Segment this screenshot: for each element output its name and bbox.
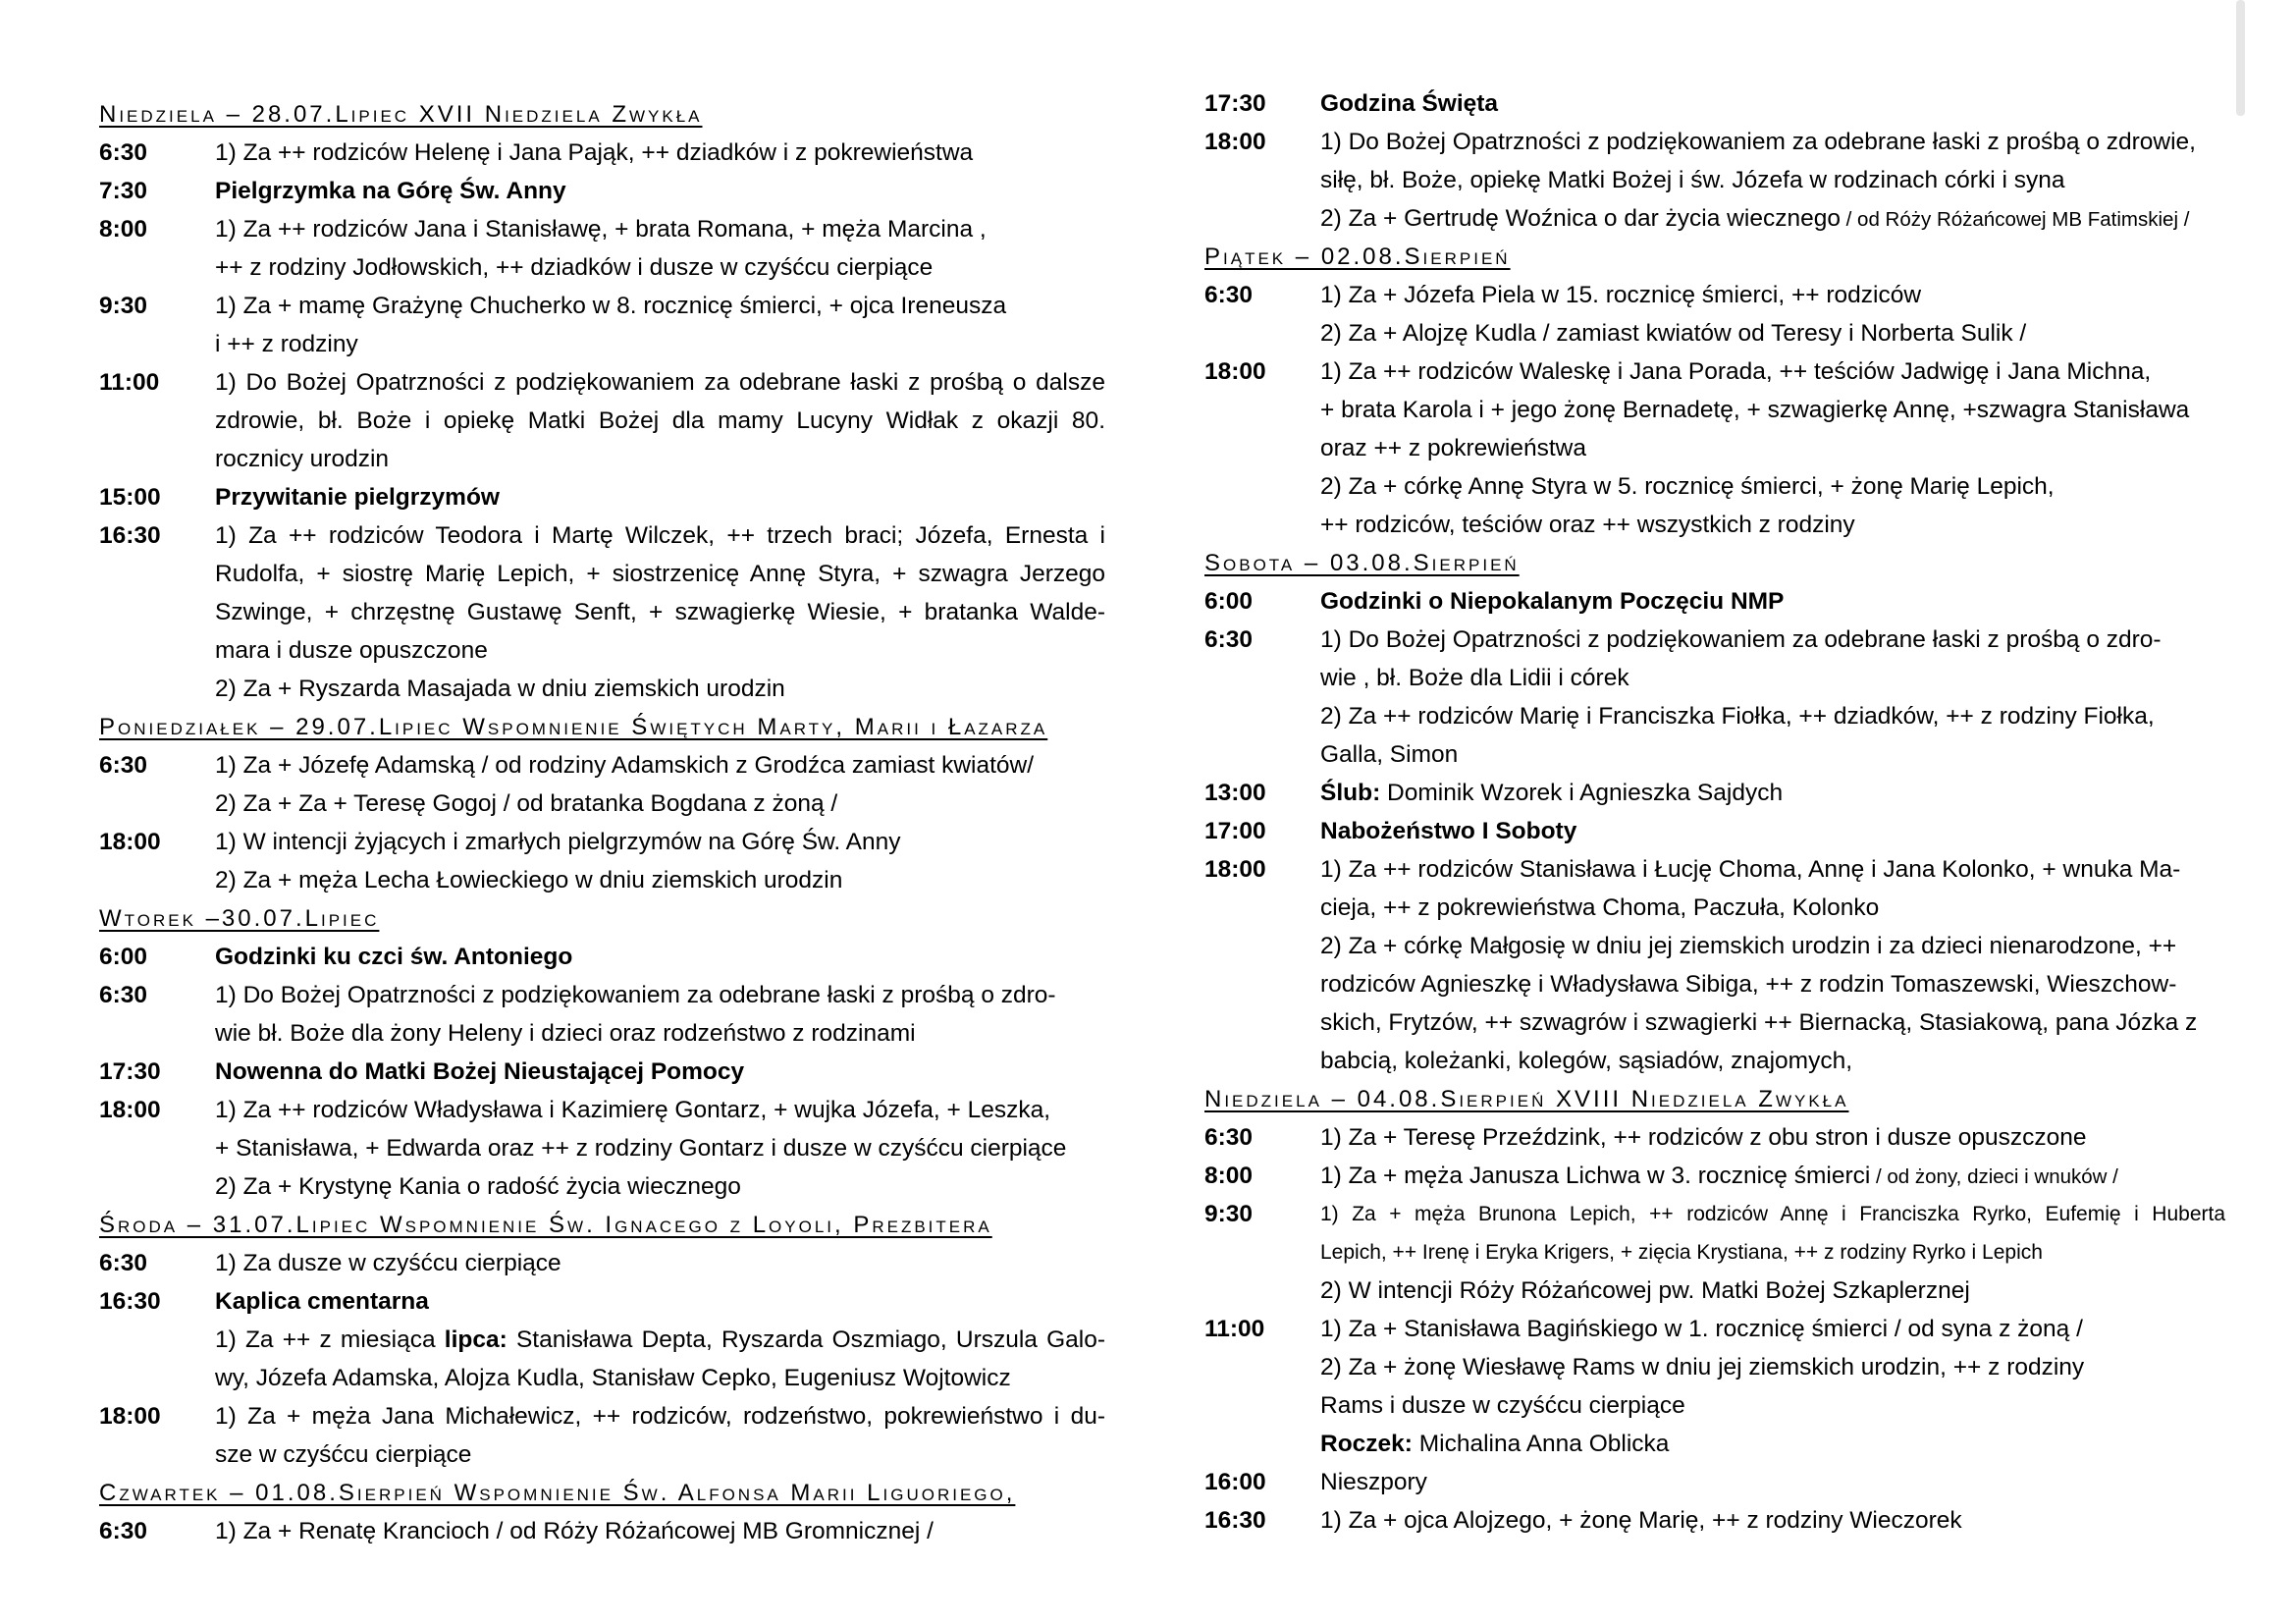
intention-text bbox=[1320, 735, 2225, 774]
mass-time: 7:30 bbox=[99, 178, 148, 204]
schedule-entry bbox=[99, 287, 1105, 325]
intention-text bbox=[1320, 1386, 2225, 1425]
intention-text bbox=[1320, 965, 2225, 1003]
intention-text bbox=[215, 516, 1105, 555]
mass-time: 8:00 bbox=[1204, 1163, 1254, 1189]
mass-time: 6:00 bbox=[99, 944, 148, 970]
intention-text bbox=[1320, 506, 2225, 544]
text-segment: 1) W intencji żyjących i zmarłych pielgrzymów na Górę Św. Anny bbox=[215, 829, 901, 855]
day-header: Niedziela – 04.08.Sierpień XVIII Niedziela Zwykła bbox=[1204, 1086, 1849, 1112]
intention-text bbox=[1320, 352, 2225, 391]
schedule-entry bbox=[99, 1053, 1105, 1091]
intention-text bbox=[1320, 697, 2225, 735]
intention-text bbox=[1320, 659, 2225, 697]
schedule-entry bbox=[1204, 621, 2225, 659]
mass-time: 6:00 bbox=[1204, 588, 1254, 615]
mass-time: 6:30 bbox=[99, 752, 148, 779]
day-header: Środa – 31.07.Lipiec Wspomnienie Św. Ignacego z Loyoli, Prezbitera bbox=[99, 1212, 992, 1238]
intention-text bbox=[1320, 1272, 2225, 1310]
text-segment: Nieszpory bbox=[1320, 1469, 1427, 1495]
schedule-continuation bbox=[99, 440, 1105, 478]
schedule-continuation bbox=[99, 555, 1105, 593]
schedule-continuation bbox=[1204, 965, 2225, 1003]
text-segment: 2) Za + Za + Teresę Gogoj / od bratanka Bogdana z żoną / bbox=[215, 790, 838, 817]
schedule-continuation bbox=[99, 1167, 1105, 1206]
intention-text bbox=[215, 440, 1105, 478]
schedule-entry bbox=[99, 1397, 1105, 1435]
intention-text bbox=[1320, 199, 2225, 239]
day-header: Niedziela – 28.07.Lipiec XVII Niedziela Zwykła bbox=[99, 101, 703, 128]
schedule-entry bbox=[99, 210, 1105, 248]
schedule-continuation bbox=[1204, 697, 2225, 735]
text-segment: Przywitanie pielgrzymów bbox=[215, 484, 500, 511]
day-header: Sobota – 03.08.Sierpień bbox=[1204, 550, 1520, 576]
mass-time: 6:30 bbox=[1204, 1124, 1254, 1151]
text-segment: 1) Za ++ rodziców Jana i Stanisławę, + brata Romana, + męża Marcina , bbox=[215, 216, 987, 243]
small-note: / od Róży Różańcowej MB Fatimskiej / bbox=[1840, 208, 2190, 231]
text-segment: skich, Frytzów, ++ szwagrów i szwagierki ++ Biernacką, Stasiakową, pana Józka z bbox=[1320, 1009, 2198, 1036]
mass-time: 17:30 bbox=[1204, 90, 1266, 117]
schedule-continuation bbox=[99, 670, 1105, 708]
mass-time: 6:30 bbox=[1204, 282, 1254, 308]
intention-text bbox=[1320, 161, 2225, 199]
schedule-entry bbox=[99, 938, 1105, 976]
mass-time: 6:30 bbox=[99, 1518, 148, 1544]
intention-text bbox=[215, 325, 1105, 363]
schedule-entry bbox=[1204, 276, 2225, 314]
schedule-entry bbox=[1204, 1157, 2225, 1195]
mass-time: 16:30 bbox=[99, 522, 161, 549]
mass-time: 18:00 bbox=[99, 1097, 161, 1123]
intention-text bbox=[1320, 84, 2225, 123]
text-segment: 1) Za + mamę Grażynę Chucherko w 8. rocznicę śmierci, + ojca Ireneusza bbox=[215, 293, 1007, 319]
intention-text bbox=[1320, 889, 2225, 927]
text-segment: sze w czyśćcu cierpiące bbox=[215, 1441, 472, 1468]
schedule-entry bbox=[1204, 812, 2225, 850]
schedule-continuation bbox=[1204, 199, 2225, 238]
schedule-continuation bbox=[99, 248, 1105, 287]
text-segment: Rudolfa, + siostrę Marię Lepich, + siostrzenicę Annę Styra, + szwagra Jerzego bbox=[215, 561, 1105, 587]
mass-time: 16:00 bbox=[1204, 1469, 1266, 1495]
mass-time: 18:00 bbox=[99, 829, 161, 855]
schedule-entry bbox=[1204, 850, 2225, 889]
text-segment: Pielgrzymka na Górę Św. Anny bbox=[215, 178, 566, 204]
text-segment: 2) Za + Alojzę Kudla / zamiast kwiatów od Teresy i Norberta Sulik / bbox=[1320, 320, 2027, 347]
text-segment: Szwinge, + chrzęstnę Gustawę Senft, + szwagierkę Wiesie, + bratanka Walde- bbox=[215, 599, 1105, 625]
text-segment: 1) Za + męża Jana Michałewicz, ++ rodziców, rodzeństwo, pokrewieństwo i du- bbox=[215, 1403, 1105, 1430]
intention-text bbox=[215, 1129, 1105, 1167]
intention-text bbox=[1320, 927, 2225, 965]
text-segment: Dominik Wzorek i Agnieszka Sajdych bbox=[1380, 780, 1784, 806]
text-segment: 1) Za ++ rodziców Władysława i Kazimierę Gontarz, + wujka Józefa, + Leszka, bbox=[215, 1097, 1051, 1123]
text-segment: 1) Za + Teresę Przeździnk, ++ rodziców z obu stron i dusze opuszczone bbox=[1320, 1124, 2087, 1151]
text-segment: cieja, ++ z pokrewieństwa Choma, Paczuła, Kolonko bbox=[1320, 894, 1880, 921]
text-segment: 1) Do Bożej Opatrzności z podziękowaniem za odebrane łaski z prośbą o zdrowie, bbox=[1320, 129, 2196, 155]
schedule-entry bbox=[1204, 582, 2225, 621]
schedule-entry bbox=[1204, 1310, 2225, 1348]
text-segment: ++ rodziców, teściów oraz ++ wszystkich z rodziny bbox=[1320, 512, 1855, 538]
intention-text bbox=[1320, 582, 2225, 621]
schedule-entry bbox=[1204, 774, 2225, 812]
schedule-entry bbox=[99, 746, 1105, 785]
text-segment: wy, Józefa Adamska, Alojza Kudla, Stanisław Cepko, Eugeniusz Wojtowicz bbox=[215, 1365, 1011, 1391]
intention-text bbox=[1320, 1501, 2225, 1540]
schedule-entry bbox=[1204, 1463, 2225, 1501]
small-note: / od żony, dzieci i wnuków / bbox=[1870, 1165, 2118, 1188]
mass-time: 11:00 bbox=[1204, 1316, 1265, 1342]
schedule-continuation bbox=[1204, 314, 2225, 352]
intention-text bbox=[215, 210, 1105, 248]
schedule-continuation bbox=[99, 402, 1105, 440]
intention-text bbox=[215, 1397, 1105, 1435]
text-segment: 1) Do Bożej Opatrzności z podziękowaniem za odebrane łaski z prośbą o zdro- bbox=[215, 982, 1056, 1008]
text-segment: 2) Za + córkę Małgosię w dniu jej ziemskich urodzin i za dzieci nienarodzone, ++ bbox=[1320, 933, 2177, 959]
text-segment: 2) Za + Ryszarda Masajada w dniu ziemskich urodzin bbox=[215, 676, 785, 702]
schedule-entry bbox=[99, 1244, 1105, 1282]
intention-text bbox=[215, 402, 1105, 440]
text-segment: 1) Za + męża Brunona Lepich, ++ rodziców Annę i Franciszka Ryrko, Eufemię i Huberta bbox=[1320, 1203, 2225, 1225]
mass-time: 17:30 bbox=[99, 1058, 161, 1085]
schedule-continuation bbox=[99, 593, 1105, 631]
intention-text bbox=[1320, 123, 2225, 161]
text-segment: 2) Za ++ rodziców Marię i Franciszka Fiołka, ++ dziadków, ++ z rodziny Fiołka, bbox=[1320, 703, 2155, 730]
text-segment: Nowenna do Matki Bożej Nieustającej Pomocy bbox=[215, 1058, 745, 1085]
schedule-continuation bbox=[1204, 467, 2225, 506]
bold-label: Ślub: bbox=[1320, 780, 1381, 806]
bold-label: lipca: bbox=[444, 1326, 507, 1353]
intention-text bbox=[1320, 1195, 2225, 1233]
text-segment: rocznicy urodzin bbox=[215, 446, 390, 472]
schedule-continuation bbox=[99, 1359, 1105, 1397]
text-segment: 1) Za ++ rodziców Teodora i Martę Wilczek, ++ trzech braci; Józefa, Ernesta i bbox=[215, 522, 1105, 549]
schedule-entry bbox=[1204, 1501, 2225, 1540]
mass-time: 6:30 bbox=[99, 139, 148, 166]
intention-text bbox=[215, 861, 1105, 899]
schedule-continuation bbox=[1204, 1042, 2225, 1080]
text-segment: Godzinki o Niepokalanym Poczęciu NMP bbox=[1320, 588, 1785, 615]
schedule-entry bbox=[99, 478, 1105, 516]
intention-text bbox=[215, 172, 1105, 210]
schedule-continuation bbox=[99, 1321, 1105, 1359]
schedule-continuation bbox=[99, 1435, 1105, 1474]
intention-text bbox=[1320, 1157, 2225, 1196]
text-segment: wie , bł. Boże dla Lidii i córek bbox=[1320, 665, 1629, 691]
intention-text bbox=[1320, 1310, 2225, 1348]
text-segment: 1) Za ++ rodziców Waleskę i Jana Porada, ++ teściów Jadwigę i Jana Michna, bbox=[1320, 358, 2152, 385]
schedule-continuation bbox=[1204, 1386, 2225, 1425]
schedule-entry bbox=[99, 516, 1105, 555]
schedule-entry bbox=[99, 823, 1105, 861]
schedule-entry bbox=[1204, 123, 2225, 161]
text-segment: 1) Za + męża Janusza Lichwa w 3. rocznicę śmierci bbox=[1320, 1163, 1871, 1189]
schedule-continuation bbox=[1204, 927, 2225, 965]
text-segment: 2) Za + Gertrudę Woźnica o dar życia wiecznego bbox=[1320, 205, 1841, 232]
schedule-continuation bbox=[99, 785, 1105, 823]
intention-text bbox=[1320, 1463, 2225, 1501]
text-segment: 2) Za + Krystynę Kania o radość życia wiecznego bbox=[215, 1173, 741, 1200]
intention-text bbox=[1320, 276, 2225, 314]
intention-text bbox=[215, 746, 1105, 785]
text-segment: 1) Do Bożej Opatrzności z podziękowaniem za odebrane łaski z prośbą o zdro- bbox=[1320, 626, 2162, 653]
mass-time: 11:00 bbox=[99, 369, 160, 396]
text-segment: Godzina Święta bbox=[1320, 90, 1499, 117]
intention-text bbox=[215, 1091, 1105, 1129]
text-segment: 1) Za ++ z miesiąca bbox=[215, 1326, 445, 1353]
schedule-continuation bbox=[1204, 391, 2225, 429]
mass-time: 18:00 bbox=[1204, 856, 1266, 883]
text-segment: mara i dusze opuszczone bbox=[215, 637, 488, 664]
intention-text bbox=[1320, 1003, 2225, 1042]
text-segment: 1) Za + Stanisława Bagińskiego w 1. rocznicę śmierci / od syna z żoną / bbox=[1320, 1316, 2083, 1342]
mass-time: 9:30 bbox=[99, 293, 148, 319]
text-segment: Godzinki ku czci św. Antoniego bbox=[215, 944, 573, 970]
mass-time: 18:00 bbox=[1204, 358, 1266, 385]
text-segment: Nabożeństwo I Soboty bbox=[1320, 818, 1577, 844]
schedule-continuation bbox=[99, 861, 1105, 899]
intention-text bbox=[215, 593, 1105, 631]
intention-text bbox=[215, 938, 1105, 976]
text-segment: Michalina Anna Oblicka bbox=[1412, 1431, 1670, 1457]
intention-text bbox=[215, 823, 1105, 861]
intention-text bbox=[1320, 1042, 2225, 1080]
text-segment: oraz ++ z pokrewieństwa bbox=[1320, 435, 1586, 461]
mass-time: 13:00 bbox=[1204, 780, 1266, 806]
day-header: Poniedziałek – 29.07.Lipiec Wspomnienie Świętych Marty, Marii i Łazarza bbox=[99, 714, 1048, 740]
text-segment: + Stanisława, + Edwarda oraz ++ z rodziny Gontarz i dusze w czyśćcu cierpiące bbox=[215, 1135, 1067, 1162]
schedule-entry bbox=[1204, 1195, 2225, 1233]
intention-text bbox=[215, 1014, 1105, 1053]
text-segment: Lepich, ++ Irenę i Eryka Krigers, + zięcia Krystiana, ++ z rodziny Ryrko i Lepich bbox=[1320, 1241, 2043, 1264]
scrollbar[interactable] bbox=[2236, 0, 2245, 116]
intention-text bbox=[215, 363, 1105, 402]
intention-text bbox=[215, 1321, 1105, 1359]
text-segment: rodziców Agnieszkę i Władysława Sibiga, ++ z rodzin Tomaszewski, Wieszchow- bbox=[1320, 971, 2177, 998]
schedule-continuation bbox=[1204, 1272, 2225, 1310]
text-segment: 1) Do Bożej Opatrzności z podziękowaniem za odebrane łaski z prośbą o dalsze bbox=[215, 369, 1105, 396]
intention-text bbox=[1320, 314, 2225, 352]
intention-text bbox=[215, 287, 1105, 325]
schedule-continuation bbox=[99, 1129, 1105, 1167]
text-segment: Kaplica cmentarna bbox=[215, 1288, 429, 1315]
intention-text bbox=[1320, 391, 2225, 429]
intention-text bbox=[215, 785, 1105, 823]
intention-text bbox=[215, 1435, 1105, 1474]
mass-time: 6:30 bbox=[99, 982, 148, 1008]
text-segment: i ++ z rodziny bbox=[215, 331, 358, 357]
schedule-continuation bbox=[1204, 429, 2225, 467]
intention-text bbox=[1320, 1348, 2225, 1386]
text-segment: siłę, bł. Boże, opiekę Matki Bożej i św. Józefa w rodzinach córki i syna bbox=[1320, 167, 2065, 193]
schedule-continuation bbox=[1204, 735, 2225, 774]
mass-time: 16:30 bbox=[1204, 1507, 1266, 1534]
mass-time: 9:30 bbox=[1204, 1201, 1254, 1227]
intention-text bbox=[215, 478, 1105, 516]
day-header: Piątek – 02.08.Sierpień bbox=[1204, 244, 1511, 270]
schedule-continuation bbox=[1204, 1003, 2225, 1042]
text-segment: wie bł. Boże dla żony Heleny i dzieci oraz rodzeństwo z rodzinami bbox=[215, 1020, 916, 1047]
schedule-continuation bbox=[99, 325, 1105, 363]
text-segment: 2) W intencji Róży Różańcowej pw. Matki Bożej Szkaplerznej bbox=[1320, 1277, 1970, 1304]
schedule-continuation bbox=[99, 1014, 1105, 1053]
intention-text bbox=[215, 631, 1105, 670]
day-header: Czwartek – 01.08.Sierpień Wspomnienie Św. Alfonsa Marii Liguoriego, bbox=[99, 1480, 1016, 1506]
schedule-continuation bbox=[99, 631, 1105, 670]
intention-text bbox=[1320, 429, 2225, 467]
text-segment: 2) Za + córkę Annę Styra w 5. rocznicę śmierci, + żonę Marię Lepich, bbox=[1320, 473, 2055, 500]
text-segment: ++ z rodziny Jodłowskich, ++ dziadków i dusze w czyśćcu cierpiące bbox=[215, 254, 934, 281]
mass-time: 6:30 bbox=[1204, 626, 1254, 653]
text-segment: 1) Za ++ rodziców Stanisława i Łucję Choma, Annę i Jana Kolonko, + wnuka Ma- bbox=[1320, 856, 2181, 883]
text-segment: babcią, koleżanki, kolegów, sąsiadów, znajomych, bbox=[1320, 1048, 1853, 1074]
schedule-entry bbox=[99, 1512, 1105, 1550]
intention-text bbox=[215, 1512, 1105, 1550]
mass-time: 18:00 bbox=[99, 1403, 161, 1430]
schedule-entry bbox=[99, 1282, 1105, 1321]
intention-text bbox=[215, 134, 1105, 172]
text-segment: 1) Za + Renatę Krancioch / od Róży Różańcowej MB Gromnicznej / bbox=[215, 1518, 934, 1544]
schedule-continuation bbox=[1204, 1425, 2225, 1463]
text-segment: 2) Za + żonę Wiesławę Rams w dniu jej ziemskich urodzin, ++ z rodziny bbox=[1320, 1354, 2085, 1380]
intention-text bbox=[1320, 1425, 2225, 1463]
schedule-entry bbox=[99, 134, 1105, 172]
mass-time: 17:00 bbox=[1204, 818, 1266, 844]
text-segment: zdrowie, bł. Boże i opiekę Matki Bożej dla mamy Lucyny Widłak z okazji 80. bbox=[215, 407, 1105, 434]
intention-text bbox=[1320, 621, 2225, 659]
text-segment: Stanisława Depta, Ryszarda Oszmiago, Urszula Galo- bbox=[507, 1326, 1105, 1353]
bold-label: Roczek: bbox=[1320, 1431, 1413, 1457]
text-segment: 1) Za dusze w czyśćcu cierpiące bbox=[215, 1250, 561, 1276]
mass-time: 8:00 bbox=[99, 216, 148, 243]
schedule-entry bbox=[99, 363, 1105, 402]
intention-text bbox=[1320, 774, 2225, 812]
intention-text bbox=[215, 1167, 1105, 1206]
schedule-continuation bbox=[1204, 659, 2225, 697]
intention-text bbox=[1320, 1233, 2225, 1272]
intention-text bbox=[215, 1359, 1105, 1397]
schedule-continuation bbox=[1204, 506, 2225, 544]
text-segment: + brata Karola i + jego żonę Bernadetę, + szwagierkę Annę, +szwagra Stanisława bbox=[1320, 397, 2190, 423]
schedule-entry bbox=[99, 1091, 1105, 1129]
intention-text bbox=[215, 976, 1105, 1014]
text-segment: 2) Za + męża Lecha Łowieckiego w dniu ziemskich urodzin bbox=[215, 867, 843, 893]
intention-text bbox=[215, 1053, 1105, 1091]
text-segment: 1) Za + Józefę Adamską / od rodziny Adamskich z Grodźca zamiast kwiatów/ bbox=[215, 752, 1035, 779]
intention-text bbox=[1320, 1118, 2225, 1157]
mass-time: 15:00 bbox=[99, 484, 161, 511]
text-segment: Rams i dusze w czyśćcu cierpiące bbox=[1320, 1392, 1685, 1419]
schedule-entry bbox=[1204, 352, 2225, 391]
mass-time: 6:30 bbox=[99, 1250, 148, 1276]
intention-text bbox=[1320, 467, 2225, 506]
text-segment: Galla, Simon bbox=[1320, 741, 1459, 768]
schedule-entry bbox=[1204, 1118, 2225, 1157]
intention-text bbox=[215, 1282, 1105, 1321]
schedule-continuation bbox=[1204, 889, 2225, 927]
mass-time: 18:00 bbox=[1204, 129, 1266, 155]
schedule-continuation bbox=[1204, 1233, 2225, 1272]
intention-text bbox=[215, 555, 1105, 593]
text-segment: 1) Za ++ rodziców Helenę i Jana Pająk, ++ dziadków i z pokrewieństwa bbox=[215, 139, 974, 166]
intention-text bbox=[215, 248, 1105, 287]
intention-text bbox=[215, 1244, 1105, 1282]
intention-text bbox=[215, 670, 1105, 708]
intention-text bbox=[1320, 812, 2225, 850]
schedule-continuation bbox=[1204, 1348, 2225, 1386]
schedule-entry bbox=[99, 976, 1105, 1014]
schedule-entry bbox=[99, 172, 1105, 210]
text-segment: 1) Za + ojca Alojzego, + żonę Marię, ++ z rodziny Wieczorek bbox=[1320, 1507, 1962, 1534]
day-header: Wtorek –30.07.Lipiec bbox=[99, 905, 380, 932]
text-segment: 1) Za + Józefa Piela w 15. rocznicę śmierci, ++ rodziców bbox=[1320, 282, 1922, 308]
schedule-continuation bbox=[1204, 161, 2225, 199]
intention-text bbox=[1320, 850, 2225, 889]
schedule-entry bbox=[1204, 84, 2225, 123]
mass-time: 16:30 bbox=[99, 1288, 161, 1315]
